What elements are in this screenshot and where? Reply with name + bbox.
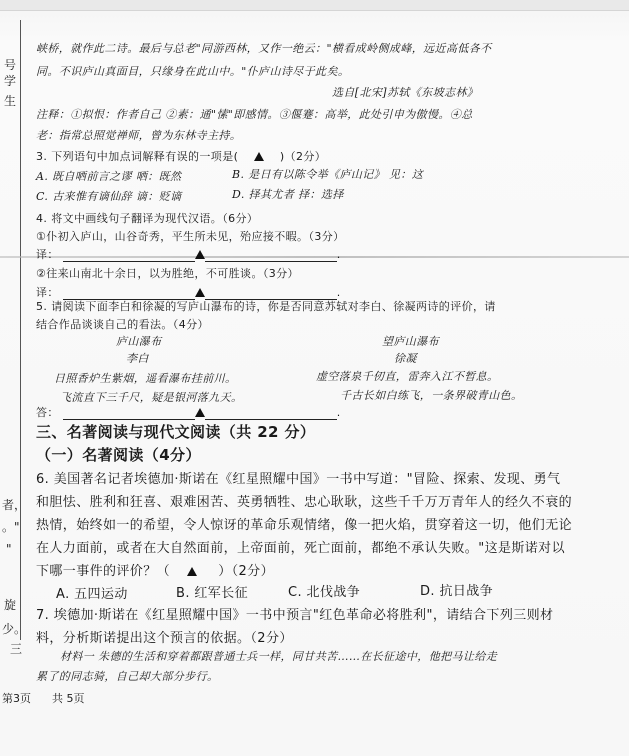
passage-line: 峡桥，就作此二诗。最后与总老"同游西林，又作一绝云："横看成岭侧成峰，远近高低各不 [36,42,492,55]
option-b: B. 是日有以陈令举《庐山记》 见：这 [232,168,424,181]
margin-text: 三 [10,642,23,656]
margin-text: 少。 [2,622,27,636]
translate-label: 译： [36,286,59,299]
answer-marker-icon [195,250,205,259]
option-c: C. 古来惟有谪仙辞 谪：贬谪 [36,190,182,203]
question-3-text: 3. 下列语句中加点词解释有误的一项是( [36,150,239,163]
margin-binding-line [20,20,21,640]
poem-1-title: 庐山瀑布 [116,335,162,348]
answer-blank[interactable] [205,261,337,262]
answer-line-2: 译： . [36,286,341,299]
translate-label: 译： [36,248,59,261]
answer-marker-icon [195,408,205,417]
poem-1-line: 飞流直下三千尺，疑是银河落九天。 [60,391,243,404]
poem-2-title: 望庐山瀑布 [382,335,439,348]
margin-text: 生 [4,94,17,108]
question-7-line: 7. 埃德加·斯诺在《红星照耀中国》一书中预言"红色革命必将胜利"，请结合下列三则材 [36,608,554,623]
answer-line-1: 译： . [36,248,341,261]
answer-blank[interactable] [205,419,337,420]
question-4-sentence-2: ②往来山南北十余日，以为胜绝，不可胜谈。（3分） [36,267,299,280]
margin-text: " [6,542,12,556]
poem-1-line: 日照香炉生紫烟，遥看瀑布挂前川。 [54,372,237,385]
answer-marker-icon [187,567,197,576]
top-scan-edge [0,0,629,11]
passage-line: 同。不识庐山真面目，只缘身在此山中。"仆庐山诗尽于此矣。 [36,65,350,78]
margin-text: 旋 [4,598,17,612]
question-7-line: 料，分析斯诺提出这个预言的依据。（2分） [36,631,293,646]
poem-2-author: 徐凝 [394,352,417,365]
passage-source: 选自[北宋]苏轼《东坡志林》 [332,86,479,99]
poem-2-line: 虚空落泉千仞直，雷奔入江不暂息。 [316,370,499,383]
page-total: 共 5页 [52,692,85,705]
material-line: 累了的同志骑，自己却大部分步行。 [36,670,219,683]
question-4-sentence-1: ①仆初入庐山，山谷奇秀，平生所未见，殆应接不暇。（3分） [36,230,345,243]
option-a: A. 五四运动 [56,587,128,602]
margin-text: 。" [2,520,20,534]
option-b: B. 红军长征 [176,586,248,601]
option-d: D. 择其尤者 择：选择 [232,188,344,201]
question-6-line: 热情，始终如一的希望，令人惊讶的革命乐观情绪，像一把火焰，贯穿着这一切，他们无论 [36,518,573,533]
answer-marker-icon [195,288,205,297]
page-number: 第3页 [2,692,31,705]
question-6-text: 下哪一事件的评价？（ [36,564,171,579]
margin-text: 者， [2,498,27,512]
question-6-line [36,560,274,579]
footnote-line: 老：指常总照觉禅师，曾为东林寺主持。 [36,129,242,142]
footnote-line: 注释：①拟恨：作者自己 ②素：通"愫"即感情。③偃蹇：高举，此处引申为傲慢。④总 [36,108,473,121]
question-3-score: )（2分） [279,150,327,163]
answer-label: 答： [36,406,59,419]
margin-text: 号 [4,58,17,72]
option-a: A. 既自哂前言之谬 哂：既然 [36,170,182,183]
question-4-stem: 4. 将文中画线句子翻译为现代汉语。（6分） [36,212,259,225]
answer-blank[interactable] [63,261,195,262]
section-3-title: 三、名著阅读与现代文阅读（共 22 分） [36,423,316,441]
option-d: D. 抗日战争 [420,584,494,599]
poem-1-author: 李白 [126,352,149,365]
poem-2-line: 千古长如白练飞，一条界破青山色。 [340,389,523,402]
question-3-stem [36,148,326,164]
answer-line-3: 答： . [36,406,341,419]
margin-text: 学 [4,74,17,88]
answer-blank[interactable] [63,419,195,420]
section-3-subtitle: （一）名著阅读（4分） [36,446,201,464]
question-6-line: 和胆怯、胜利和狂喜、艰难困苦、英勇牺牲、忠心耿耿，这些千千万万青年人的经久不衰的 [36,495,573,510]
question-5-stem: 5. 请阅读下面李白和徐凝的写庐山瀑布的诗，你是否同意苏轼对李白、徐凝两诗的评价，请 [36,300,496,313]
material-line: 材料一 朱德的生活和穿着都跟普通士兵一样，同甘共苦……在长征途中，他把马让给走 [60,650,498,663]
option-c: C. 北伐战争 [288,585,361,600]
question-6-score: ）（2分） [218,564,274,579]
question-6-line: 在人力面前，或者在大自然面前，上帝面前，死亡面前，都绝不承认失败。"这是斯诺对以 [36,541,565,556]
question-5-stem-2: 结合作品谈谈自己的看法。（4分） [36,318,209,331]
answer-marker-icon [254,152,264,161]
question-6-line: 6. 美国著名记者埃德加·斯诺在《红星照耀中国》一书中写道："冒险、探索、发现、勇气 [36,472,561,487]
